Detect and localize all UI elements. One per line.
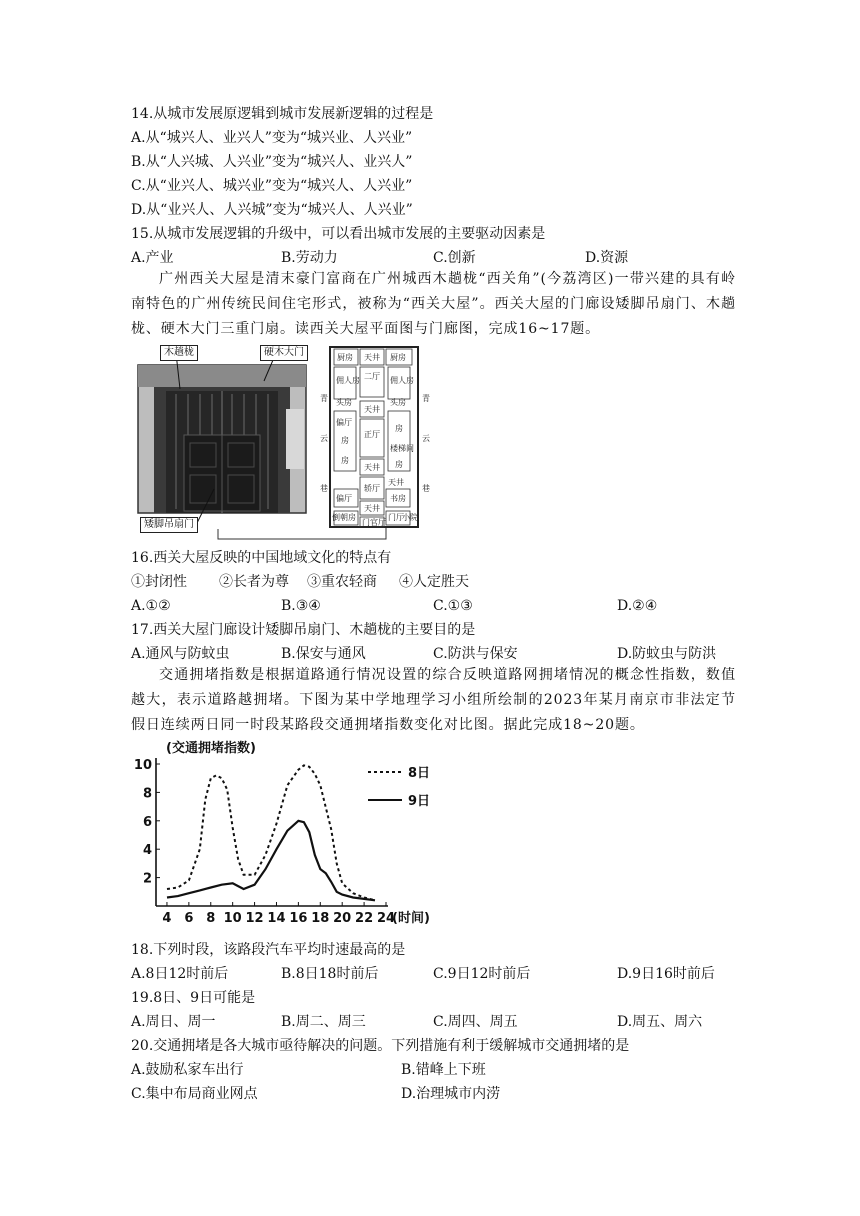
plan-room-14: 房 xyxy=(341,456,349,465)
plan-side-left3: 巷 xyxy=(320,484,328,493)
plan-room-15: 楼梯间 xyxy=(390,444,414,453)
x-tick-label: 8 xyxy=(206,911,216,926)
legend-label-1: 8日 xyxy=(408,766,431,781)
x-tick-label: 6 xyxy=(184,911,194,926)
legend-label-2: 9日 xyxy=(408,794,431,809)
y-tick-label: 8 xyxy=(142,786,152,802)
x-tick-label: 12 xyxy=(245,911,264,926)
plan-side-left1: 青 xyxy=(320,394,328,403)
passage-xiguan: 广州西关大屋是清末豪门富商在广州城西木趟栊“西关角”(今荔湾区)一带兴建的具有岭南特色的广州传统民间住宅形式，被称为“西关大屋”。西关大屋的门廊设矮脚吊扇门、木趟栊、硬木大门三重门扇。读西关大屋平面图与门廊图，完成16~17题。 xyxy=(131,271,736,337)
plan-room-8: 头房 xyxy=(390,398,406,407)
traffic-chart xyxy=(133,738,456,938)
plan-room-21: 门厅 xyxy=(388,513,404,522)
plan-room-5: 佣人房 xyxy=(390,376,414,385)
plan-room-23: 小院 xyxy=(402,513,418,522)
label-aijiao-door: 矮脚吊扇门 xyxy=(140,517,198,533)
plan-room-4: 二厅 xyxy=(364,372,380,381)
xiguan-figure-svg xyxy=(136,339,436,539)
traffic-chart-svg xyxy=(133,738,456,938)
q19-option-c: C.周四、周五 xyxy=(433,1014,518,1030)
label-mutanglong: 木趟栊 xyxy=(160,345,198,361)
q20-option-d: D.治理城市内涝 xyxy=(401,1086,501,1102)
plan-room-10: 房 xyxy=(341,436,349,445)
plan-room-7: 头房 xyxy=(336,398,352,407)
q16-item-4: ④人定胜天 xyxy=(399,574,469,590)
label-yingmu-door: 硬木大门 xyxy=(260,345,308,361)
q15-option-b: B.劳动力 xyxy=(281,250,338,266)
y-tick-label: 10 xyxy=(133,758,152,773)
q18-option-c: C.9日12时前后 xyxy=(433,966,531,982)
plan-room-2: 厨房 xyxy=(390,353,406,362)
plan-room-22: 天井 xyxy=(364,504,380,513)
q14-option-c: C.从“业兴人、城兴业”变为“城兴人、人兴业” xyxy=(131,178,413,194)
plan-room-6: 天井 xyxy=(364,405,380,414)
q20-option-a: A.鼓励私家车出行 xyxy=(131,1062,244,1078)
q14-stem: 14.从城市发展原逻辑到城市发展新逻辑的过程是 xyxy=(131,106,434,122)
x-tick-label: 20 xyxy=(333,911,352,926)
x-axis-label: (时间) xyxy=(392,911,430,926)
q16-stem: 16.西关大屋反映的中国地域文化的特点有 xyxy=(131,550,392,566)
y-tick-label: 2 xyxy=(142,871,152,887)
x-tick-label: 14 xyxy=(267,911,286,926)
x-tick-label: 24 xyxy=(376,911,396,926)
plan-room-3: 佣人房 xyxy=(336,376,360,385)
q17-option-a: A.通风与防蚊虫 xyxy=(131,646,230,662)
q17-option-b: B.保安与通风 xyxy=(281,646,366,662)
plan-room-12: 房 xyxy=(395,424,403,433)
q16-option-c: C.①③ xyxy=(433,598,473,614)
q15-option-d: D.资源 xyxy=(585,250,629,266)
q16-option-d: D.②④ xyxy=(617,598,658,614)
plan-side-right3: 巷 xyxy=(422,484,430,493)
q18-stem: 18.下列时段，该路段汽车平均时速最高的是 xyxy=(131,942,406,958)
q16-option-b: B.③④ xyxy=(281,598,321,614)
q18-option-a: A.8日12时前后 xyxy=(131,966,229,982)
series-line-1 xyxy=(167,765,375,900)
chart-title: (交通拥堵指数) xyxy=(166,741,256,756)
q16-option-a: A.①② xyxy=(131,598,171,614)
plan-room-16: 房 xyxy=(395,460,403,469)
plan-room-25: 门官厅 xyxy=(362,518,386,527)
plan-side-right1: 青 xyxy=(422,394,430,403)
q20-option-c: C.集中布局商业网点 xyxy=(131,1086,258,1102)
x-tick-label: 16 xyxy=(289,911,308,926)
q17-option-c: C.防洪与保安 xyxy=(433,646,518,662)
y-tick-label: 6 xyxy=(142,814,152,830)
plan-room-18: 书房 xyxy=(390,494,406,503)
plan-side-right2: 云 xyxy=(422,434,430,443)
q19-option-a: A.周日、周一 xyxy=(131,1014,216,1030)
q17-stem: 17.西关大屋门廊设计矮脚吊扇门、木趟栊的主要目的是 xyxy=(131,622,476,638)
q19-option-b: B.周二、周三 xyxy=(281,1014,366,1030)
plan-room-13: 天井 xyxy=(364,463,380,472)
plan-room-1: 天井 xyxy=(364,353,380,362)
q19-option-d: D.周五、周六 xyxy=(617,1014,703,1030)
x-tick-label: 18 xyxy=(311,911,330,926)
q20-option-b: B.错峰上下班 xyxy=(401,1062,486,1078)
x-tick-label: 10 xyxy=(223,911,242,926)
plan-room-19: 偏厅 xyxy=(336,494,352,503)
x-tick-label: 22 xyxy=(355,911,374,926)
passage-traffic: 交通拥堵指数是根据道路通行情况设置的综合反映道路网拥堵情况的概念性指数，数值越大，表示道路越拥堵。下图为某中学地理学习小组所绘制的2023年某月南京市非法定节假日连续两日同一时段某路段交通拥堵指数变化对比图。据此完成18~20题。 xyxy=(131,667,736,733)
x-tick-label: 4 xyxy=(162,911,172,926)
plan-room-24: 倒朝房 xyxy=(332,513,356,522)
q16-item-1: ①封闭性 xyxy=(131,574,187,590)
q15-stem: 15.从城市发展逻辑的升级中，可以看出城市发展的主要驱动因素是 xyxy=(131,226,546,242)
y-tick-label: 4 xyxy=(142,843,152,859)
xiguan-figure xyxy=(136,339,436,539)
q14-option-d: D.从“业兴人、人兴城”变为“城兴人、人兴业” xyxy=(131,202,413,218)
plan-room-20: 轿厅 xyxy=(364,484,380,493)
plan-room-0: 厨房 xyxy=(337,353,353,362)
q19-stem: 19.8日、9日可能是 xyxy=(131,990,256,1006)
q18-option-b: B.8日18时前后 xyxy=(281,966,379,982)
q15-option-c: C.创新 xyxy=(433,250,476,266)
plan-side-left2: 云 xyxy=(320,434,328,443)
q18-option-d: D.9日16时前后 xyxy=(617,966,715,982)
q16-item-2: ②长者为尊 xyxy=(219,574,289,590)
q14-option-a: A.从“城兴人、业兴人”变为“城兴业、人兴业” xyxy=(131,130,413,146)
q14-option-b: B.从“人兴城、人兴业”变为“城兴人、业兴人” xyxy=(131,154,413,170)
floor-plan xyxy=(320,347,430,527)
q15-option-a: A.产业 xyxy=(131,250,174,266)
plan-room-17: 天井 xyxy=(388,478,404,487)
plan-room-11: 正厅 xyxy=(364,430,380,439)
series-line-2 xyxy=(167,821,375,901)
q16-item-3: ③重农轻商 xyxy=(307,574,377,590)
plan-room-9: 偏厅 xyxy=(336,418,352,427)
q20-stem: 20.交通拥堵是各大城市亟待解决的问题。下列措施有利于缓解城市交通拥堵的是 xyxy=(131,1038,630,1054)
q17-option-d: D.防蚊虫与防洪 xyxy=(617,646,717,662)
